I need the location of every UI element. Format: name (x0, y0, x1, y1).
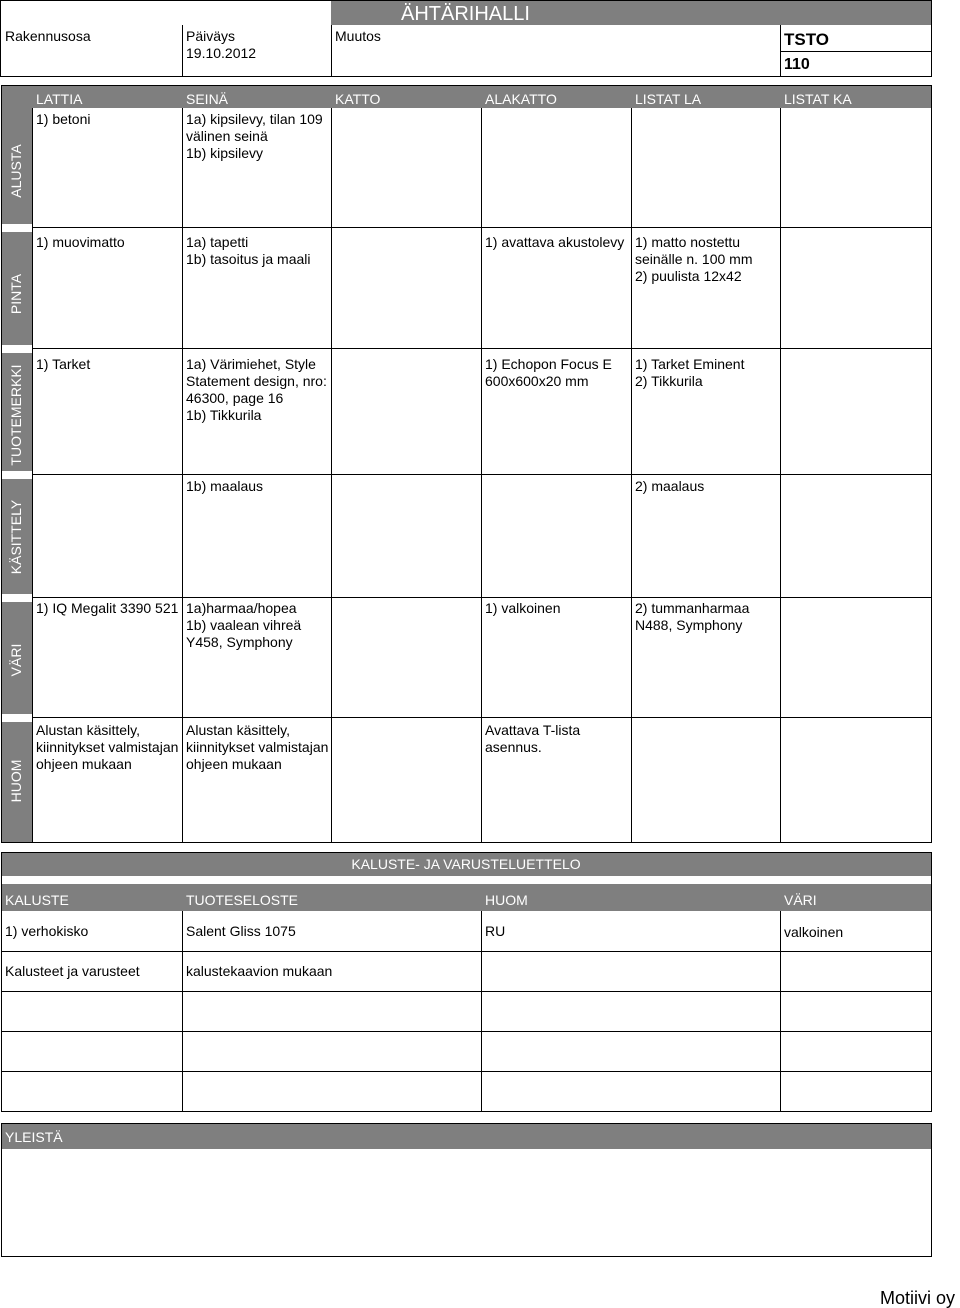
furniture-row-1-huom: RU (485, 923, 506, 939)
alusta-seina-2: välinen seinä (186, 128, 268, 144)
tuotemerkki-listat-la-1: 1) Tarket Eminent (635, 356, 745, 372)
vari-listat-la-1: 2) tummanharmaa (635, 600, 750, 616)
pinta-listat-la-3: 2) puulista 12x42 (635, 268, 742, 284)
tuotemerkki-listat-la-2: 2) Tikkurila (635, 373, 703, 389)
tuotemerkki-alakatto-2: 600x600x20 mm (485, 373, 589, 389)
general-title: YLEISTÄ (5, 1129, 63, 1145)
furniture-title: KALUSTE- JA VARUSTELUETTELO (351, 856, 581, 872)
huom-seina-1: Alustan käsittely, (186, 722, 291, 738)
tuotemerkki-seina-3: 46300, page 16 (186, 390, 284, 406)
furniture-row-1-vari: valkoinen (784, 924, 844, 940)
huom-lattia-2: kiinnitykset valmistajan (36, 739, 179, 755)
tuotemerkki-seina-4: 1b) Tikkurila (186, 407, 262, 423)
row-label-pinta: PINTA (8, 273, 24, 315)
col-lattia: LATTIA (36, 91, 83, 107)
tuotemerkki-lattia: 1) Tarket (36, 356, 91, 372)
huom-alakatto-2: asennus. (485, 739, 542, 755)
vari-seina-2: 1b) vaalean vihreä (186, 617, 302, 633)
vari-seina-3: Y458, Symphony (186, 634, 293, 650)
row-label-tuotemerkki: TUOTEMERKKI (8, 364, 24, 466)
alusta-lattia: 1) betoni (36, 111, 91, 127)
pinta-listat-la-1: 1) matto nostettu (635, 234, 741, 250)
pinta-lattia: 1) muovimatto (36, 234, 125, 250)
room-number: 110 (784, 56, 810, 73)
pinta-seina-1: 1a) tapetti (186, 234, 249, 250)
tuotemerkki-seina-1: 1a) Värimiehet, Style (186, 356, 316, 372)
furniture-col-huom: HUOM (485, 892, 528, 908)
col-seina: SEINÄ (186, 91, 229, 107)
vari-listat-la-2: N488, Symphony (635, 617, 743, 633)
col-listat-la: LISTAT LA (635, 91, 702, 107)
huom-alakatto-1: Avattava T-lista (485, 722, 581, 738)
page-title: ÄHTÄRIHALLI (401, 3, 530, 25)
kasittely-seina: 1b) maalaus (186, 478, 264, 494)
row-label-kasittely: KÄSITTELY (8, 499, 24, 575)
huom-seina-2: kiinnitykset valmistajan (186, 739, 329, 755)
huom-seina-3: ohjeen mukaan (186, 756, 282, 772)
pinta-seina-2: 1b) tasoitus ja maali (186, 251, 311, 267)
alusta-seina-1: 1a) kipsilevy, tilan 109 (186, 111, 323, 127)
col-alakatto: ALAKATTO (485, 91, 557, 107)
furniture-row-2-tuoteseloste: kalustekaavion mukaan (186, 963, 333, 979)
vari-seina-1: 1a)harmaa/hopea (186, 600, 297, 616)
huom-lattia-3: ohjeen mukaan (36, 756, 132, 772)
col-listat-ka: LISTAT KA (784, 91, 852, 107)
row-label-alusta: ALUSTA (8, 144, 24, 198)
furniture-col-kaluste: KALUSTE (5, 892, 69, 908)
footer-brand: Motiivi oy (880, 1288, 956, 1308)
main-grid (1, 85, 932, 843)
huom-lattia-1: Alustan käsittely, (36, 722, 141, 738)
paivays-label: Päiväys (186, 28, 236, 44)
kasittely-listat-la: 2) maalaus (635, 478, 705, 494)
row-label-huom: HUOM (8, 759, 24, 803)
pinta-listat-la-2: seinälle n. 100 mm (635, 251, 753, 267)
tuotemerkki-alakatto-1: 1) Echopon Focus E (485, 356, 612, 372)
furniture-row-2-kaluste: Kalusteet ja varusteet (5, 963, 140, 979)
furniture-col-tuoteseloste: TUOTESELOSTE (186, 892, 299, 908)
vari-alakatto: 1) valkoinen (485, 600, 561, 616)
vari-lattia: 1) IQ Megalit 3390 521 (36, 600, 179, 616)
row-label-vari: VÄRI (8, 643, 24, 677)
col-katto: KATTO (335, 91, 381, 107)
furniture-col-vari: VÄRI (784, 892, 817, 908)
pinta-alakatto: 1) avattava akustolevy (485, 234, 625, 250)
tuotemerkki-seina-2: Statement design, nro: (186, 373, 327, 389)
general-title-bar (2, 1124, 931, 1149)
paivays-value: 19.10.2012 (186, 45, 257, 61)
alusta-seina-3: 1b) kipsilevy (186, 145, 264, 161)
furniture-row-1-tuoteseloste: Salent Gliss 1075 (186, 923, 296, 939)
tsto-label: TSTO (784, 30, 830, 49)
furniture-row-1-kaluste: 1) verhokisko (5, 923, 89, 939)
rakennusosa-label: Rakennusosa (5, 28, 91, 44)
muutos-label: Muutos (335, 28, 381, 44)
